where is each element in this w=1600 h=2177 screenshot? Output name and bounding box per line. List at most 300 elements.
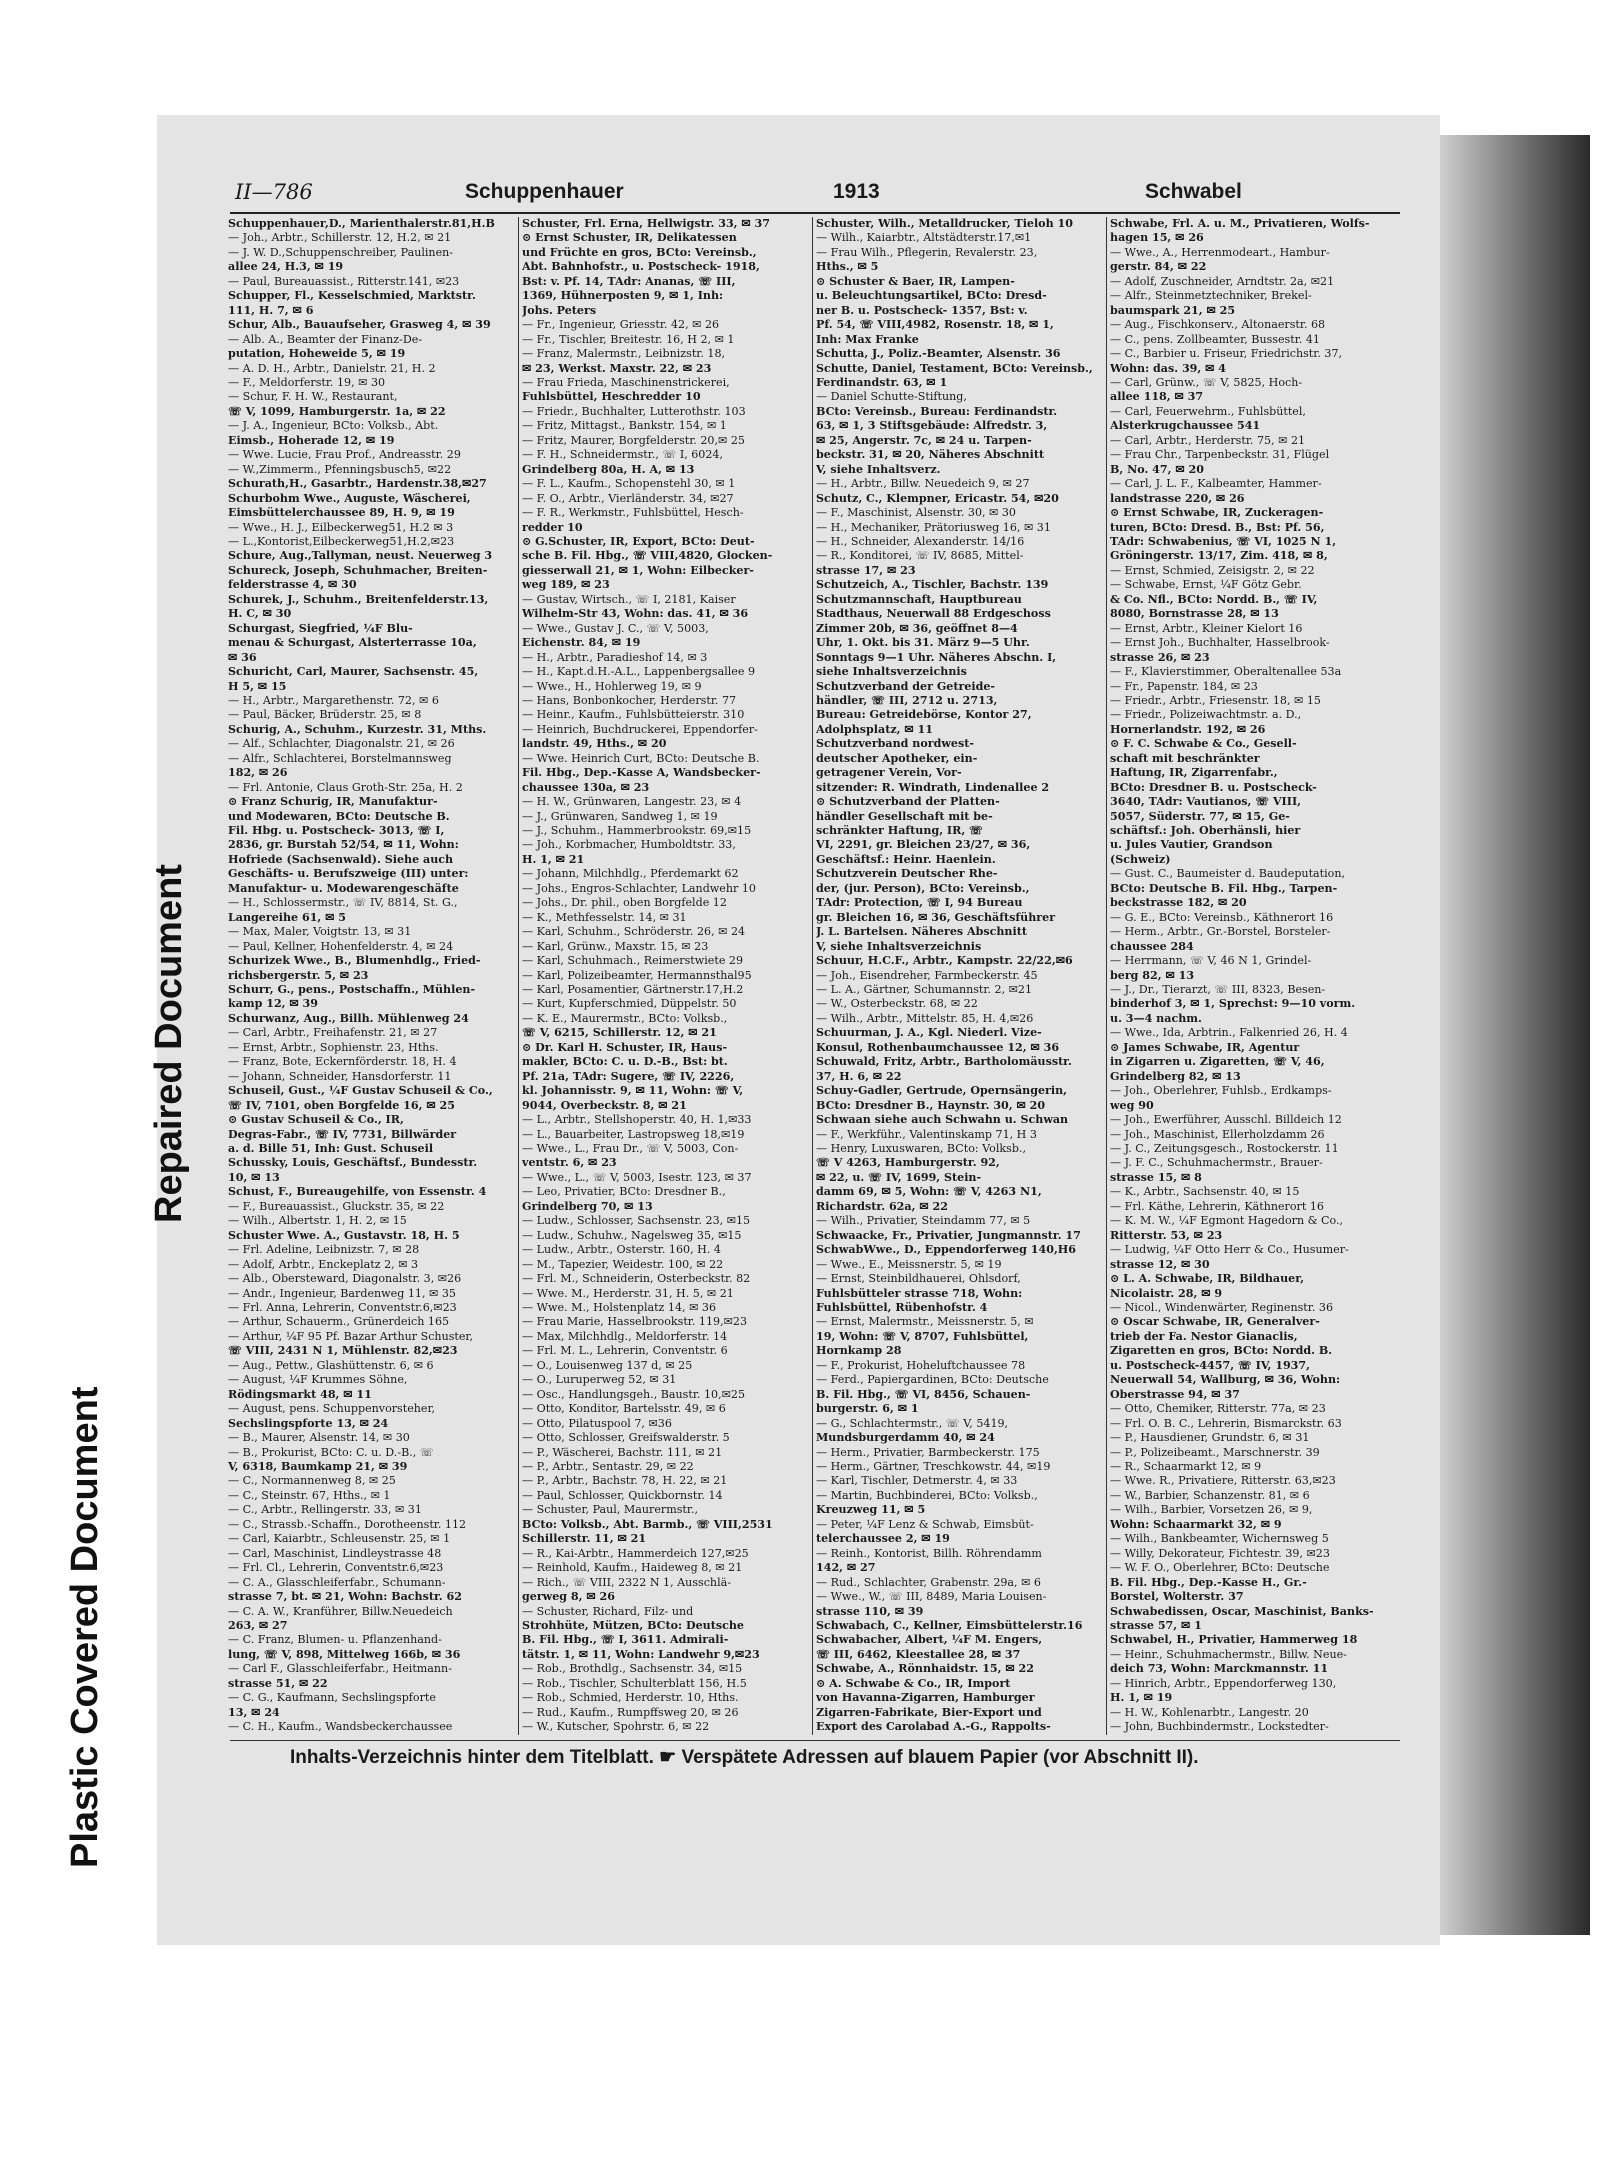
directory-line: ⊙ G.Schuster, IR, Export, BCto: Deut- [522,534,755,548]
directory-line: — Wwe. M., Holstenplatz 14, ✉ 36 [522,1300,717,1314]
directory-line: Uhr, 1. Okt. bis 31. März 9—5 Uhr. [816,636,1030,650]
directory-line: ☏ V 4263, Hamburgerstr. 92, [816,1156,1000,1170]
directory-line: H. 1, ✉ 21 [522,852,585,866]
directory-line: — Peter, ¼F Lenz & Schwab, Eimsbüt- [816,1517,1034,1531]
directory-line: — P., Hausdiener, Grundstr. 6, ✉ 31 [1110,1431,1310,1445]
directory-line: ⊙ Dr. Karl H. Schuster, IR, Haus- [522,1040,728,1054]
directory-line: 63, ✉ 1, 3 Stiftsgebäude: Alfredstr. 3, [816,419,1048,433]
footer-rule [230,1740,1400,1741]
directory-line: sitzender: R. Windrath, Lindenallee 2 [816,780,1050,794]
directory-line: — Joh., Oberlehrer, Fuhlsb., Erdkamps- [1110,1084,1332,1098]
directory-line: Schutzverband der Getreide- [816,679,996,693]
directory-line: BCto: Dresdner B. u. Postscheck- [1110,780,1317,794]
directory-line: — Franz, Bote, Eckernförderstr. 18, H. 4 [228,1055,457,1069]
directory-line: — Arthur, ¼F 95 Pf. Bazar Arthur Schuster, [228,1329,474,1343]
directory-line: ⊙ James Schwabe, IR, Agentur [1110,1040,1300,1054]
directory-line: Eichenstr. 84, ✉ 19 [522,636,641,650]
directory-line: von Havanna-Zigarren, Hamburger [816,1691,1035,1705]
directory-line: — Ludwig, ¼F Otto Herr & Co., Husumer- [1110,1243,1349,1257]
directory-line: — K. M. W., ¼F Egmont Hagedorn & Co., [1110,1214,1344,1228]
directory-line: — Otto, Konditor, Bartelsstr. 49, ✉ 6 [522,1402,726,1416]
directory-line: VI, 2291, gr. Bleichen 23/27, ✉ 36, [816,838,1031,852]
directory-line: J. L. Bartelsen. Näheres Abschnitt [816,925,1027,939]
directory-line: Eimsbüttelerchaussee 89, H. 9, ✉ 19 [228,506,455,520]
directory-line: Schwabach, C., Kellner, Eimsbüttelerstr.16 [816,1618,1083,1632]
directory-line: schränkter Haftung, IR, ☏ [816,824,983,838]
directory-line: BCto: Deutsche B. Fil. Hbg., Tarpen- [1110,881,1338,895]
directory-line: — Ernst, Arbtr., Kleiner Kielort 16 [1110,621,1303,635]
header-rule [230,212,1400,214]
directory-line: Strohhüte, Mützen, BCto: Deutsche [522,1618,744,1632]
binding-shadow [1440,135,1590,1935]
directory-line: beckstr. 31, ✉ 20, Näheres Abschnitt [816,448,1045,462]
directory-line: — Frl. Cl., Lehrerin, Conventstr.6,✉23 [228,1561,444,1575]
directory-line: Export des Carolabad A.-G., Rappolts- [816,1720,1051,1734]
directory-line: landstrasse 220, ✉ 26 [1110,491,1245,505]
directory-line: 111, H. 7, ✉ 6 [228,303,314,317]
directory-line: Schutzeich, A., Tischler, Bachstr. 139 [816,578,1049,592]
directory-line: — Wwe., H., Hohlerweg 19, ✉ 9 [522,679,702,693]
directory-line: binderhof 3, ✉ 1, Sprechst: 9—10 vorm. [1110,997,1356,1011]
directory-line: 10, ✉ 13 [228,1170,280,1184]
directory-line: Hofriede (Sachsenwald). Siehe auch [228,852,454,866]
directory-line: Fuhlsbüttel, Rübenhofstr. 4 [816,1300,988,1314]
directory-line: strasse 7, bt. ✉ 21, Wohn: Bachstr. 62 [228,1590,462,1604]
directory-line: allee 24, H.3, ✉ 19 [228,260,344,274]
directory-line: — Rob., Brothdlg., Sachsenstr. 34, ✉15 [522,1662,743,1676]
directory-line: chaussee 284 [1110,939,1194,953]
directory-line: — Karl, Tischler, Detmerstr. 4, ✉ 33 [816,1474,1018,1488]
directory-line: Degras-Fabr., ☏ IV, 7731, Billwärder [228,1127,457,1141]
directory-line: — P., Wäscherei, Bachstr. 111, ✉ 21 [522,1445,723,1459]
directory-line: — Herrmann, ☏ V, 46 N 1, Grindel- [1110,954,1312,968]
directory-line: 142, ✉ 27 [816,1561,876,1575]
directory-line: Bst: v. Pf. 14, TAdr: Ananas, ☏ III, [522,274,736,288]
directory-line: — Heinr., Schuhmachermstr., Billw. Neue- [1110,1647,1347,1661]
directory-line: makler, BCto: C. u. D.-B., Bst: bt. [522,1055,728,1069]
directory-line: — Frl. Antonie, Claus Groth-Str. 25a, H. 2 [228,780,463,794]
directory-line: Richardstr. 62a, ✉ 22 [816,1199,948,1213]
directory-line: V, 6318, Baumkamp 21, ✉ 39 [228,1459,408,1473]
page-footer: Inhalts-Verzeichnis hinter dem Titelblatt. ☛ Verspätete Adressen auf blauem Papier (vor Abschnitt II). [290,1747,1199,1768]
directory-line: strasse 57, ✉ 1 [1110,1618,1202,1632]
directory-line: Abt. Bahnhofstr., u. Postscheck- 1918, [522,260,760,274]
directory-line: Schur, Alb., Bauaufseher, Grasweg 4, ✉ 39 [228,318,491,332]
directory-line: — Reinhold, Kaufm., Haideweg 8, ✉ 21 [522,1561,743,1575]
directory-line: — P., Polizeibeamt., Marschnerstr. 39 [1110,1445,1320,1459]
directory-line: landstr. 49, Hths., ✉ 20 [522,737,667,751]
directory-line: — Carl, Grünw., ☏ V, 5825, Hoch- [1110,375,1303,389]
directory-line: — R., Kai-Arbtr., Hammerdeich 127,✉25 [522,1546,749,1560]
directory-line: und Modewaren, BCto: Deutsche B. [228,809,450,823]
directory-line: — Wwe., L., ☏ V, 5003, Isestr. 123, ✉ 37 [522,1170,752,1184]
directory-line: — Henry, Luxuswaren, BCto: Volksb., [816,1142,1026,1155]
directory-line: Fuhlsbütteler strasse 718, Wohn: [816,1286,1023,1300]
directory-line: — K., Arbtr., Sachsenstr. 40, ✉ 15 [1110,1185,1300,1199]
directory-line: — Adolf, Zuschneider, Arndtstr. 2a, ✉21 [1110,274,1335,288]
directory-line: ✉ 22, u. ☏ IV, 1699, Stein- [816,1170,982,1184]
directory-line: — Rob., Tischler, Schulterblatt 156, H.5 [522,1676,747,1690]
plastic-covered-stamp: Plastic Covered Document [64,1386,106,1868]
directory-line: — Kurt, Kupferschmied, Düppelstr. 50 [522,997,737,1011]
directory-line: Schwaacke, Fr., Privatier, Jungmannstr. 17 [816,1228,1081,1242]
directory-line: — Max, Milchhdlg., Meldorferstr. 14 [522,1329,728,1343]
directory-line: — H., Mechaniker, Prätoriusweg 16, ✉ 31 [816,520,1051,534]
directory-line: — Friedr., Buchhalter, Lutterothstr. 103 [522,404,746,418]
directory-line: — F. H., Schneidermstr., ☏ I, 6024, [522,448,724,462]
directory-line: — Schur, F. H. W., Restaurant, [228,390,398,404]
directory-line: 5057, Süderstr. 77, ✉ 15, Ge- [1110,809,1290,823]
directory-line: — Rob., Schmied, Herderstr. 10, Hths. [522,1691,739,1705]
directory-line: Bureau: Getreidebörse, Kontor 27, [816,708,1032,722]
directory-line: — Herm., Gärtner, Treschkowstr. 44, ✉19 [816,1459,1051,1473]
directory-line: Schurek, J., Schuhm., Breitenfelderstr.13, [228,592,489,606]
directory-line: ☏ V, 1099, Hamburgerstr. 1a, ✉ 22 [228,404,446,418]
directory-line: händler, ☏ III, 2712 u. 2713, [816,693,998,707]
directory-line: Schussky, Louis, Geschäftsf., Bundesstr. [228,1156,478,1170]
directory-line: — F. O., Arbtr., Vierländerstr. 34, ✉27 [522,491,734,505]
directory-line: a. d. Bille 51, Inh: Gust. Schuseil [228,1142,434,1155]
directory-line: — Frau Marie, Hasselbrookstr. 119,✉23 [522,1315,748,1329]
directory-line: Schurwanz, Aug., Billh. Mühlenweg 24 [228,1011,469,1025]
directory-line: Schuster Wwe. A., Gustavstr. 18, H. 5 [228,1228,460,1242]
directory-line: lung, ☏ V, 898, Mittelweg 166b, ✉ 36 [228,1647,461,1661]
header-year: 1913 [833,180,880,203]
column-divider [518,217,519,1735]
directory-line: — Joh., Eisendreher, Farmbeckerstr. 45 [816,968,1038,982]
directory-line: putation, Hoheweide 5, ✉ 19 [228,347,406,361]
directory-line: — Alfr., Steinmetztechniker, Brekel- [1110,289,1312,303]
directory-line: — J. C., Zeitungsgesch., Rostockerstr. 11 [1110,1142,1339,1155]
directory-line: — Arthur, Schauerm., Grünerdeich 165 [228,1315,450,1329]
directory-line: H 5, ✉ 15 [228,679,287,693]
directory-line: — Carl, Maschinist, Lindleystrasse 48 [228,1546,442,1560]
directory-line: — Wilh., Barbier, Vorsetzen 26, ✉ 9, [1110,1503,1313,1517]
directory-line: — C., Steinstr. 67, Hths., ✉ 1 [228,1488,391,1502]
directory-line: — W. F. O., Oberlehrer, BCto: Deutsche [1110,1561,1330,1575]
directory-line: — Wwe., E., Meissnerstr. 5, ✉ 19 [816,1257,1002,1271]
directory-line: — Alb. A., Beamter der Finanz-De- [228,332,423,346]
directory-line: — Carl, Arbtr., Freihafenstr. 21, ✉ 27 [228,1026,438,1040]
directory-line: Schuwald, Fritz, Arbtr., Bartholomäusstr. [816,1055,1072,1069]
directory-line: — C., Strassb.-Schaffn., Dorotheenstr. 112 [228,1517,467,1531]
directory-line: — B., Prokurist, BCto: C. u. D.-B., ☏ [228,1445,434,1459]
directory-line: Schwabe, A., Rönnhaidstr. 15, ✉ 22 [816,1662,1034,1676]
directory-line: — Fritz, Maurer, Borgfelderstr. 20,✉ 25 [522,433,745,447]
directory-line: Schuster, Wilh., Metalldrucker, Tieloh 10 [816,217,1073,230]
directory-line: ☏ VIII, 2431 N 1, Mühlenstr. 82,✉23 [228,1344,458,1358]
directory-line: — W., Osterbeckstr. 68, ✉ 22 [816,997,978,1011]
directory-line: Nicolaistr. 28, ✉ 9 [1110,1286,1223,1300]
directory-line: hagen 15, ✉ 26 [1110,231,1204,245]
directory-line: siehe Inhaltsverzeichnis [816,665,967,679]
directory-line: — Otto, Chemiker, Ritterstr. 77a, ✉ 23 [1110,1402,1326,1416]
directory-line: Grindelberg 80a, H. A, ✉ 13 [522,462,695,476]
directory-line: — C., pens. Zollbeamter, Bussestr. 41 [1110,332,1320,346]
directory-line: — F., Werkführ., Valentinskamp 71, H 3 [816,1127,1037,1141]
directory-line: Schwabel, H., Privatier, Hammerweg 18 [1110,1633,1358,1647]
directory-line: Pf. 21a, TAdr: Sugere, ☏ IV, 2226, [522,1069,735,1083]
directory-line: — Karl, Grünw., Maxstr. 15, ✉ 23 [522,939,709,953]
directory-line: H. C, ✉ 30 [228,607,292,621]
directory-line: — G., Schlachtermstr., ☏ V, 5419, [816,1416,1009,1430]
directory-line: Wilhelm-Str 43, Wohn: das. 41, ✉ 36 [522,607,749,621]
directory-line: ventstr. 6, ✉ 23 [522,1156,617,1170]
directory-line: — Fritz, Mittagst., Bankstr. 154, ✉ 1 [522,419,727,433]
directory-line: — M., Tapezier, Weidestr. 100, ✉ 22 [522,1257,724,1271]
directory-line: — Rud., Schlachter, Grabenstr. 29a, ✉ 6 [816,1575,1041,1589]
directory-line: damm 69, ✉ 5, Wohn: ☏ V, 4263 N1, [816,1185,1042,1199]
directory-line: — F. L., Kaufm., Schopenstehl 30, ✉ 1 [522,477,736,491]
directory-line: B. Fil. Hbg., ☏ I, 3611. Admirali- [522,1633,729,1647]
directory-line: — Wwe., H. J., Eilbeckerweg51, H.2 ✉ 3 [228,520,454,534]
directory-line: — C. Franz, Blumen- u. Pflanzenhand- [228,1633,442,1647]
directory-line: Neuerwall 54, Wallburg, ✉ 36, Wohn: [1110,1373,1341,1387]
directory-line: Hornkamp 28 [816,1344,902,1358]
directory-line: TAdr: Schwabenius, ☏ VI, 1025 N 1, [1110,534,1337,548]
directory-line: — Joh., Maschinist, Ellerholzdamm 26 [1110,1127,1325,1141]
directory-line: — Leo, Privatier, BCto: Dresdner B., [522,1185,726,1199]
directory-line: Schuy-Gadler, Gertrude, Opernsängerin, [816,1084,1068,1098]
directory-line: — Ernst, Malermstr., Meissnerstr. 5, ✉ [816,1315,1034,1329]
directory-line: Schwaan siehe auch Schwahn u. Schwan [816,1113,1069,1127]
directory-line: Schurr, G., pens., Postschaffn., Mühlen- [228,983,476,997]
directory-line: — Gust. C., Baumeister d. Baudeputation, [1110,867,1345,881]
directory-line: Schutzmannschaft, Hauptbureau [816,592,1022,606]
directory-line: — H., Schlossermstr., ☏ IV, 8814, St. G., [228,896,458,910]
directory-line: ⊙ Franz Schurig, IR, Manufaktur- [228,795,438,809]
directory-line: — Ludw., Arbtr., Osterstr. 160, H. 4 [522,1243,721,1257]
directory-line: — Rud., Kaufm., Rumpffsweg 20, ✉ 26 [522,1705,739,1719]
directory-line: u. Jules Vautier, Grandson [1110,838,1273,852]
directory-line: — Frl. M., Schneiderin, Osterbeckstr. 82 [522,1272,751,1286]
directory-line: — L., Arbtr., Stellshoperstr. 40, H. 1,✉33 [522,1113,752,1127]
directory-line: — Ernst Joh., Buchhalter, Hasselbrook- [1110,636,1330,650]
directory-line: der, (jur. Person), BCto: Vereinsb., [816,881,1030,895]
directory-line: — B., Maurer, Alsenstr. 14, ✉ 30 [228,1431,410,1445]
directory-line: ☏ IV, 7101, oben Borgfelde 16, ✉ 25 [228,1098,455,1112]
column-divider [812,217,813,1735]
directory-line: 9044, Overbeckstr. 8, ✉ 21 [522,1098,687,1112]
directory-line: — J. A., Ingenieur, BCto: Volksb., Abt. [228,419,439,433]
directory-line: strasse 15, ✉ 8 [1110,1170,1202,1184]
directory-line: & Co. Nfl., BCto: Nordd. B., ☏ IV, [1110,592,1318,606]
directory-line: Pf. 54, ☏ VIII,4982, Rosenstr. 18, ✉ 1, [816,318,1054,332]
directory-line: — Fr., Papenstr. 184, ✉ 23 [1110,679,1258,693]
directory-line: kamp 12, ✉ 39 [228,997,318,1011]
directory-line: — Paul, Schlosser, Quickbornstr. 14 [522,1488,723,1502]
directory-line: Schupper, Fl., Kesselschmied, Marktstr. [228,289,476,303]
directory-line: gr. Bleichen 16, ✉ 36, Geschäftsführer [816,910,1056,924]
directory-line: getragener Verein, Vor- [816,766,962,780]
column-4 [1110,217,1400,1735]
directory-line: — Frau Wilh., Pflegerin, Revalerstr. 23, [816,245,1038,259]
header-right-word: Schwabel [1145,180,1242,203]
directory-line: in Zigarren u. Zigaretten, ☏ V, 46, [1110,1055,1325,1069]
directory-line: — Wilh., Privatier, Steindamm 77, ✉ 5 [816,1214,1031,1228]
directory-line: B. Fil. Hbg., Dep.-Kasse H., Gr.- [1110,1575,1307,1589]
directory-line: — Carl F., Glasschleiferfabr., Heitmann- [228,1662,452,1676]
directory-line: ⊙ Schutzverband der Platten- [816,795,1000,809]
directory-line: Johs. Peters [522,303,597,317]
directory-line: — P., Arbtr., Bachstr. 78, H. 22, ✉ 21 [522,1474,728,1488]
directory-line: Sechslingspforte 13, ✉ 24 [228,1416,389,1430]
directory-line: Schuseil, Gust., ¼F Gustav Schuseil & Co., [228,1084,493,1098]
directory-line: kl. Johannisstr. 9, ✉ 11, Wohn: ☏ V, [522,1084,744,1098]
directory-line: — John, Buchbindermstr., Lockstedter- [1110,1720,1329,1734]
directory-line: — H. W., Kohlenarbtr., Langestr. 20 [1110,1705,1309,1719]
directory-line: — Frau Chr., Tarpenbeckstr. 31, Flügel [1110,448,1330,462]
directory-line: — Herm., Arbtr., Gr.-Borstel, Borsteler- [1110,925,1331,939]
directory-line: — Heinr., Kaufm., Fuhlsbütteierstr. 310 [522,708,745,722]
directory-line: Schillerstr. 11, ✉ 21 [522,1532,647,1546]
directory-line: Schwabedissen, Oscar, Maschinist, Banks- [1110,1604,1374,1618]
directory-line: — P., Arbtr., Sentastr. 29, ✉ 22 [522,1459,694,1473]
directory-line: baumspark 21, ✉ 25 [1110,303,1236,317]
header-left-word: Schuppenhauer [465,180,624,203]
directory-line: — W., Barbier, Schanzenstr. 81, ✉ 6 [1110,1488,1310,1502]
directory-line: — Wwe. Lucie, Frau Prof., Andreasstr. 29 [228,448,461,462]
directory-line: giesserwall 21, ✉ 1, Wohn: Eilbecker- [522,563,754,577]
directory-line: — H., Schneider, Alexanderstr. 14/16 [816,534,1025,548]
directory-line: deutscher Apotheker, ein- [816,751,978,765]
directory-line: Geschäftsf.: Heinr. Haenlein. [816,852,996,866]
directory-line: — August, ¼F Krummes Söhne, [228,1373,408,1387]
directory-line: ☏ III, 6462, Kleestallee 28, ✉ 37 [816,1647,1021,1661]
directory-line: — Johs., Engros-Schlachter, Landwehr 10 [522,881,756,895]
directory-line: felderstrasse 4, ✉ 30 [228,578,357,592]
directory-line: turen, BCto: Dresd. B., Bst: Pf. 56, [1110,520,1325,534]
directory-line: ⊙ Ernst Schwabe, IR, Zuckeragen- [1110,506,1324,520]
directory-line: gerweg 8, ✉ 26 [522,1590,615,1604]
directory-line: ⊙ Ernst Schuster, IR, Delikatessen [522,231,737,245]
directory-line: — A. D. H., Arbtr., Danielstr. 21, H. 2 [228,361,436,375]
directory-line: — Ernst, Arbtr., Sophienstr. 23, Hths. [228,1040,439,1054]
directory-line: — Carl, J. L. F., Kalbeamter, Hammer- [1110,477,1322,491]
directory-line: — Carl, Feuerwehrm., Fuhlsbüttel, [1110,404,1306,418]
directory-line: ✉ 36 [228,650,257,664]
directory-line: — H., Arbtr., Billw. Neuedeich 9, ✉ 27 [816,477,1030,491]
directory-line: (Schweiz) [1110,852,1171,866]
directory-line: 1369, Hühnerposten 9, ✉ 1, Inh: [522,289,724,303]
directory-line: Fil. Hbg., Dep.-Kasse A, Wandsbecker- [522,766,761,780]
directory-line: — C. G., Kaufmann, Sechslingspforte [228,1691,436,1705]
directory-line: — Ernst, Schmied, Zeisigstr. 2, ✉ 22 [1110,563,1315,577]
directory-line: Schuster, Frl. Erna, Hellwigstr. 33, ✉ 37 [522,217,770,230]
directory-line: — Nicol., Windenwärter, Reginenstr. 36 [1110,1300,1334,1314]
directory-line: Konsul, Rothenbaumchaussee 12, ✉ 36 [816,1040,1060,1054]
directory-line: — C. A. W., Kranführer, Billw.Neuedeich [228,1604,453,1618]
directory-line: 13, ✉ 24 [228,1705,280,1719]
directory-line: Kreuzweg 11, ✉ 5 [816,1503,926,1517]
directory-line: sche B. Fil. Hbg., ☏ VIII,4820, Glocken- [522,549,773,563]
directory-line: Schurizek Wwe., B., Blumenhdlg., Fried- [228,954,481,968]
directory-line: — J. W. D.,Schuppenschreiber, Paulinen- [228,245,454,259]
directory-line: 19, Wohn: ☏ V, 8707, Fuhlsbüttel, [816,1329,1029,1343]
directory-line: TAdr: Protection, ☏ I, 94 Bureau [816,896,1023,910]
directory-line: — H., Kapt.d.H.-A.L., Lappenbergsallee 9 [522,665,756,679]
column-2 [522,217,806,1735]
directory-line: — Wwe., Ida, Arbtrin., Falkenried 26, H. 4 [1110,1026,1348,1040]
directory-line: — Wwe., A., Herrenmodeart., Hambur- [1110,245,1330,259]
directory-line: Schutte, Daniel, Testament, BCto: Vereinsb., [816,361,1093,375]
directory-line: BCto: Volksb., Abt. Barmb., ☏ VIII,2531 [522,1517,773,1531]
directory-line: Schutzverband nordwest- [816,737,974,751]
directory-line: Schureck, Joseph, Schuhmacher, Breiten- [228,563,488,577]
directory-line: — Karl, Schuhm., Schröderstr. 26, ✉ 24 [522,925,746,939]
directory-columns [228,217,1402,1735]
directory-line: — G. E., BCto: Vereinsb., Käthnerort 16 [1110,910,1334,924]
directory-line: Fil. Hbg. u. Postscheck- 3013, ☏ I, [228,824,445,838]
directory-line: — Schuster, Richard, Filz- und [522,1604,694,1618]
directory-line: ⊙ Gustav Schuseil & Co., IR, [228,1113,404,1127]
directory-line: Manufaktur- u. Modewarengeschäfte [228,881,459,895]
directory-line: tätstr. 1, ✉ 11, Wohn: Landwehr 9,✉23 [522,1647,760,1661]
directory-line: — L.,Kontorist,Eilbeckerweg51,H.2,✉23 [228,534,455,548]
directory-line: — Carl, Kaiarbtr., Schleusenstr. 25, ✉ 1 [228,1532,451,1546]
directory-line: Zigaretten en gros, BCto: Nordd. B. [1110,1344,1333,1358]
directory-line: Ritterstr. 53, ✉ 23 [1110,1228,1223,1242]
directory-line: — O., Luruperweg 52, ✉ 31 [522,1373,677,1387]
directory-line: — Friedr., Polizeiwachtmstr. a. D., [1110,708,1302,722]
directory-line: Fuhlsbüttel, Heschredder 10 [522,390,701,404]
directory-line: Gröningerstr. 13/17, Zim. 418, ✉ 8, [1110,549,1328,563]
directory-line: Haftung, IR, Zigarrenfabr., [1110,766,1278,780]
directory-line: — Karl, Polizeibeamter, Hermannsthal95 [522,968,752,982]
directory-line: Schwabacher, Albert, ¼F M. Engers, [816,1633,1043,1647]
directory-line: — Alb., Obersteward, Diagonalstr. 3, ✉26 [228,1272,462,1286]
directory-line: Stadthaus, Neuerwall 88 Erdgeschoss [816,607,1051,621]
page-number: II—786 [235,180,313,204]
directory-line: — Adolf, Arbtr., Enckeplatz 2, ✉ 3 [228,1257,419,1271]
directory-line: Schutzverein Deutscher Rhe- [816,867,998,881]
directory-line: — C., Normannenweg 8, ✉ 25 [228,1474,396,1488]
directory-line: BCto: Vereinsb., Bureau: Ferdinandstr. [816,404,1058,418]
directory-line: — F., Bureauassist., Gluckstr. 35, ✉ 22 [228,1199,445,1213]
directory-line: — H., Arbtr., Paradieshof 14, ✉ 3 [522,650,708,664]
directory-line: strasse 26, ✉ 23 [1110,650,1210,664]
directory-line: Langereihe 61, ✉ 5 [228,910,347,924]
directory-line: — C., Barbier u. Friseur, Friedrichstr. 37, [1110,347,1343,361]
directory-line: beckstrasse 182, ✉ 20 [1110,896,1247,910]
directory-line: — Paul, Bureauassist., Ritterstr.141, ✉23 [228,274,460,288]
directory-line: ⊙ Oscar Schwabe, IR, Generalver- [1110,1315,1320,1329]
directory-line: — Karl, Posamentier, Gärtnerstr.17,H.2 [522,983,744,997]
directory-line: Schurbohm Wwe., Auguste, Wäscherei, [228,491,471,505]
directory-line: — Friedr., Arbtr., Friesenstr. 18, ✉ 15 [1110,693,1321,707]
directory-line: — Alfr., Schlachterei, Borstelmannsweg [228,751,452,765]
directory-line: Ferdinandstr. 63, ✉ 1 [816,375,948,389]
directory-line: 37, H. 6, ✉ 22 [816,1069,902,1083]
directory-line: gerstr. 84, ✉ 22 [1110,260,1207,274]
directory-line: — J., Schuhm., Hammerbrookstr. 69,✉15 [522,824,752,838]
directory-line: strasse 17, ✉ 23 [816,563,916,577]
directory-line: berg 82, ✉ 13 [1110,968,1195,982]
directory-line: 8080, Bornstrasse 28, ✉ 13 [1110,607,1279,621]
directory-line: — W.,Zimmerm., Pfenningsbusch5, ✉22 [228,462,452,476]
directory-line: 182, ✉ 26 [228,766,288,780]
directory-line: deich 73, Wohn: Marckmannstr. 11 [1110,1662,1329,1676]
directory-line: — Fr., Tischler, Breitestr. 16, H 2, ✉ 1 [522,332,735,346]
directory-line: Borstel, Wolterstr. 37 [1110,1590,1244,1604]
directory-line: — Johs., Dr. phil., oben Borgfelde 12 [522,896,727,910]
directory-line: — Wilh., Albertstr. 1, H. 2, ✉ 15 [228,1214,407,1228]
directory-line: — H. W., Grünwaren, Langestr. 23, ✉ 4 [522,795,742,809]
directory-line: Schuppenhauer,D., Marienthalerstr.81,H.B [228,217,495,230]
directory-line: ⊙ F. C. Schwabe & Co., Gesell- [1110,737,1297,751]
directory-line: — J., Grünwaren, Sandweg 1, ✉ 19 [522,809,718,823]
directory-line: — R., Konditorei, ☏ IV, 8685, Mittel- [816,549,1024,563]
